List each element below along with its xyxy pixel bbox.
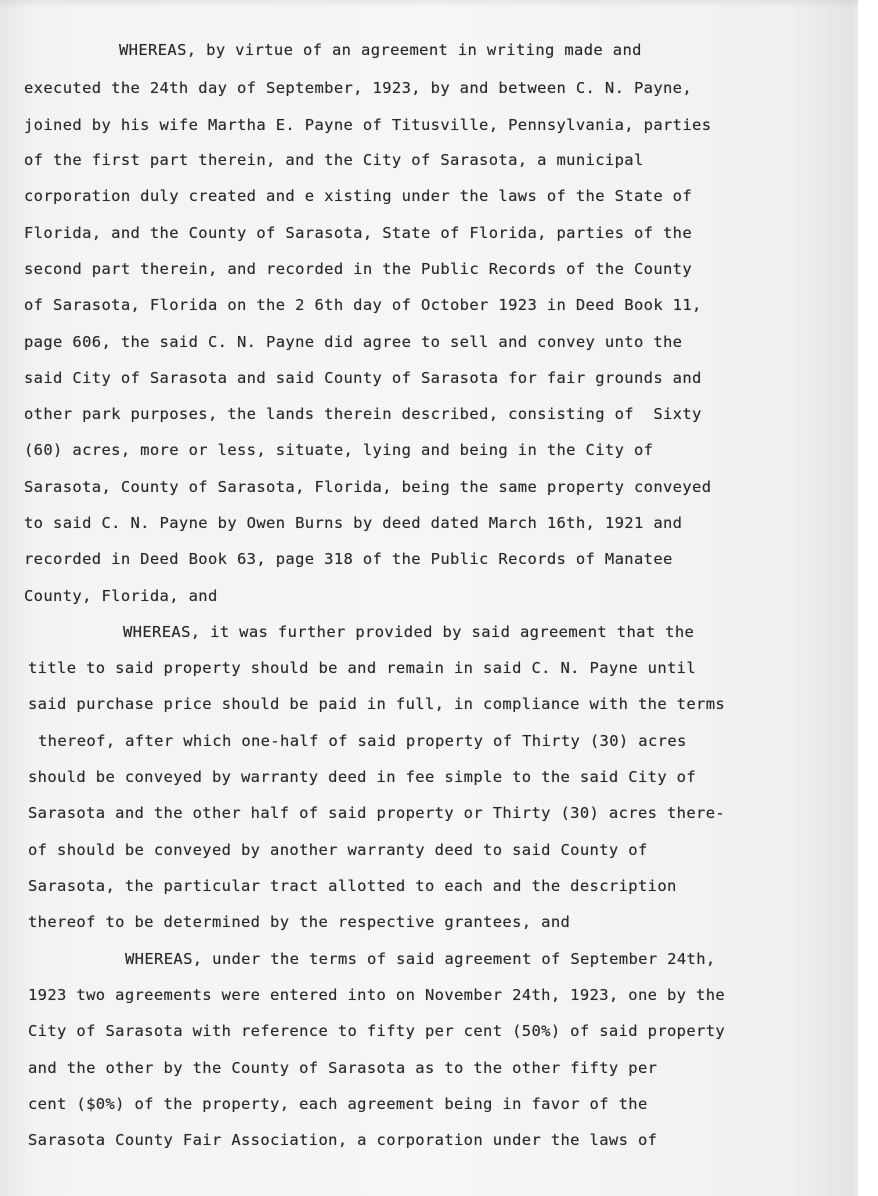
document-line-6: Florida, and the County of Sarasota, State of Florida, parties of the [24,224,693,242]
document-line-18: title to said property should be and remain in said C. N. Payne until [28,659,697,677]
document-line-25: thereof to be determined by the respective grantees, and [28,913,571,931]
document-line-3: joined by his wife Martha E. Payne of Titusville, Pennsylvania, parties [24,116,712,134]
document-line-29: and the other by the County of Sarasota as to the other fifty per [28,1059,658,1077]
document-line-8: of Sarasota, Florida on the 2 6th day of October 1923 in Deed Book 11, [24,296,702,314]
document-line-7: second part therein, and recorded in the Public Records of the County [24,260,693,278]
document-line-4: of the first part therein, and the City of Sarasota, a municipal [24,151,644,169]
document-line-9: page 606, the said C. N. Payne did agree to sell and convey unto the [24,333,683,351]
document-line-30: cent ($0%) of the property, each agreement being in favor of the [28,1095,648,1113]
document-line-16: County, Florida, and [24,587,218,605]
document-line-23: of should be conveyed by another warranty deed to said County of [28,841,648,859]
document-line-31: Sarasota County Fair Association, a corporation under the laws of [28,1131,658,1149]
document-line-14: to said C. N. Payne by Owen Burns by deed dated March 16th, 1921 and [24,514,683,532]
document-line-22: Sarasota and the other half of said property or Thirty (30) acres there- [28,804,726,822]
document-line-20: thereof, after which one-half of said property of Thirty (30) acres [38,732,687,750]
document-line-11: other park purposes, the lands therein described, consisting of Sixty [24,405,702,423]
document-line-13: Sarasota, County of Sarasota, Florida, being the same property conveyed [24,478,712,496]
document-line-2: executed the 24th day of September, 1923, by and between C. N. Payne, [24,79,693,97]
document-line-1: WHEREAS, by virtue of an agreement in writing made and [119,41,642,59]
document-line-19: said purchase price should be paid in full, in compliance with the terms [28,695,726,713]
document-line-26: WHEREAS, under the terms of said agreement of September 24th, [125,950,716,968]
document-line-15: recorded in Deed Book 63, page 318 of the Public Records of Manatee [24,550,673,568]
document-line-28: City of Sarasota with reference to fifty per cent (50%) of said property [28,1022,726,1040]
document-line-27: 1923 two agreements were entered into on November 24th, 1923, one by the [28,986,726,1004]
document-line-21: should be conveyed by warranty deed in fee simple to the said City of [28,768,697,786]
document-line-10: said City of Sarasota and said County of Sarasota for fair grounds and [24,369,702,387]
document-line-12: (60) acres, more or less, situate, lying and being in the City of [24,441,654,459]
document-line-24: Sarasota, the particular tract allotted to each and the description [28,877,677,895]
document-line-17: WHEREAS, it was further provided by said agreement that the [123,623,695,641]
document-line-5: corporation duly created and e xisting under the laws of the State of [24,187,693,205]
